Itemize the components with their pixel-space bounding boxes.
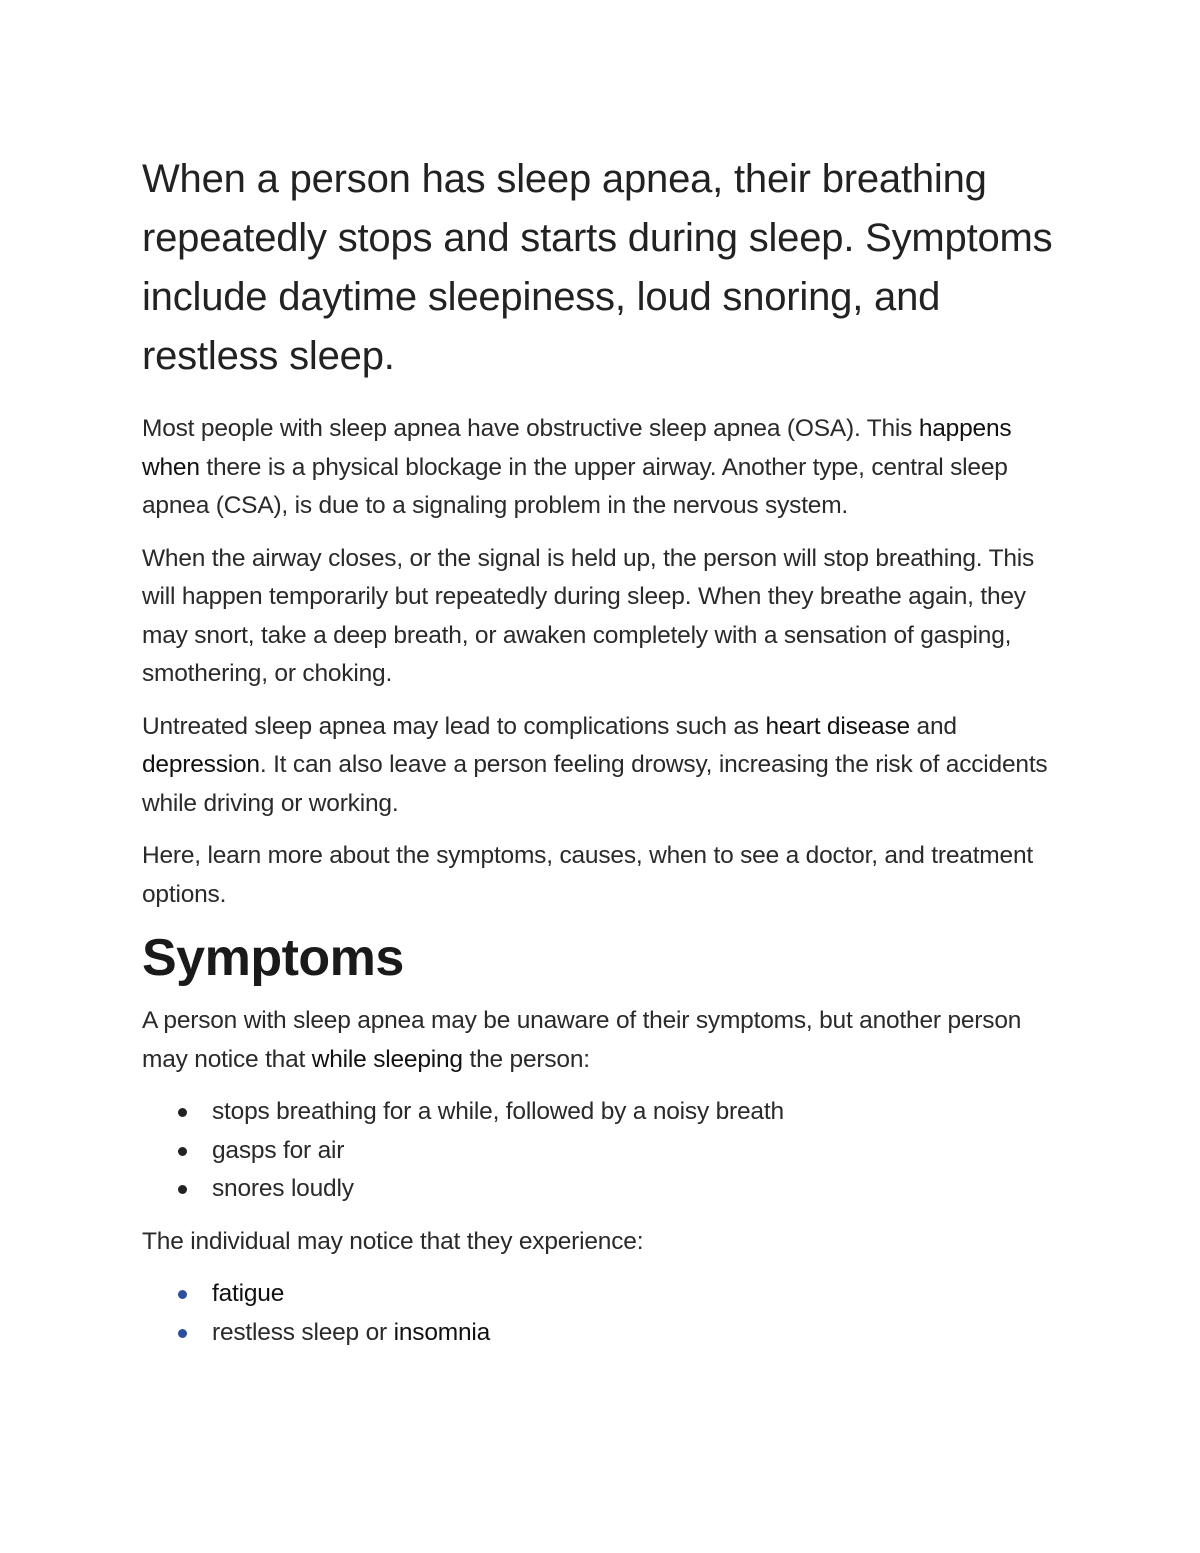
list-item: [212, 1093, 1072, 1132]
experienced-symptoms-list: [142, 1275, 1072, 1352]
emphasized-text: happens when: [142, 415, 1012, 481]
paragraph-complications: [142, 708, 1072, 824]
bullet-icon: [178, 1147, 187, 1156]
link-insomnia[interactable]: insomnia: [393, 1318, 491, 1346]
bullet-icon: [178, 1108, 187, 1117]
paragraph-individual-lead: The individual may notice that they experience:: [142, 1227, 644, 1255]
paragraph-text: A person with sleep apnea may be unaware of their symptoms, but another person may notice that: [142, 1007, 1022, 1073]
paragraph-symptoms-lead: [142, 1002, 1072, 1079]
list-item: [212, 1132, 1072, 1171]
section-heading-symptoms: Symptoms: [142, 929, 404, 987]
document-page: [142, 150, 1072, 1366]
list-item-text: stops breathing for a while, followed by a noisy breath: [212, 1098, 784, 1125]
paragraph-text: the person:: [462, 1045, 590, 1073]
list-item: [212, 1314, 1072, 1353]
link-heart-disease[interactable]: heart disease: [765, 712, 910, 740]
link-fatigue[interactable]: fatigue: [212, 1280, 285, 1307]
bullet-icon: [178, 1290, 187, 1299]
paragraph-text: and: [909, 712, 957, 740]
list-item-text: snores loudly: [212, 1175, 354, 1202]
link-depression[interactable]: depression: [142, 751, 260, 778]
bullet-icon: [178, 1185, 187, 1194]
list-item: [212, 1170, 1072, 1209]
emphasized-text: while sleeping: [311, 1045, 463, 1073]
paragraph-airway: When the airway closes, or the signal is held up, the person will stop breathing. This will happen temporarily but repeatedly during sleep. When they breathe again, they may snort, take a deep breath, or awaken completely with a sensation of gasping, smothering, or choking.: [142, 544, 1035, 687]
paragraph-osa: [142, 410, 1072, 526]
list-item-text: restless sleep or: [212, 1318, 394, 1346]
paragraph-text: there is a physical blockage in the upper airway. Another type, central sleep apnea (CSA), is due to a signaling problem in the nervous system.: [142, 453, 1008, 519]
paragraph-text: . It can also leave a person feeling drowsy, increasing the risk of accidents while driving or working.: [142, 751, 1048, 817]
list-item: [212, 1275, 1072, 1314]
observed-symptoms-list: [142, 1093, 1072, 1209]
paragraph-overview: Here, learn more about the symptoms, causes, when to see a doctor, and treatment options.: [142, 842, 1033, 908]
paragraph-text: Most people with sleep apnea have obstructive sleep apnea (OSA). This: [142, 415, 919, 442]
paragraph-text: Untreated sleep apnea may lead to complications such as: [142, 712, 766, 740]
bullet-icon: [178, 1329, 187, 1338]
intro-paragraph: When a person has sleep apnea, their breathing repeatedly stops and starts during sleep. Symptoms include daytime sleepiness, loud snoring, and restless sleep.: [142, 157, 1053, 378]
list-item-text: gasps for air: [212, 1136, 345, 1164]
